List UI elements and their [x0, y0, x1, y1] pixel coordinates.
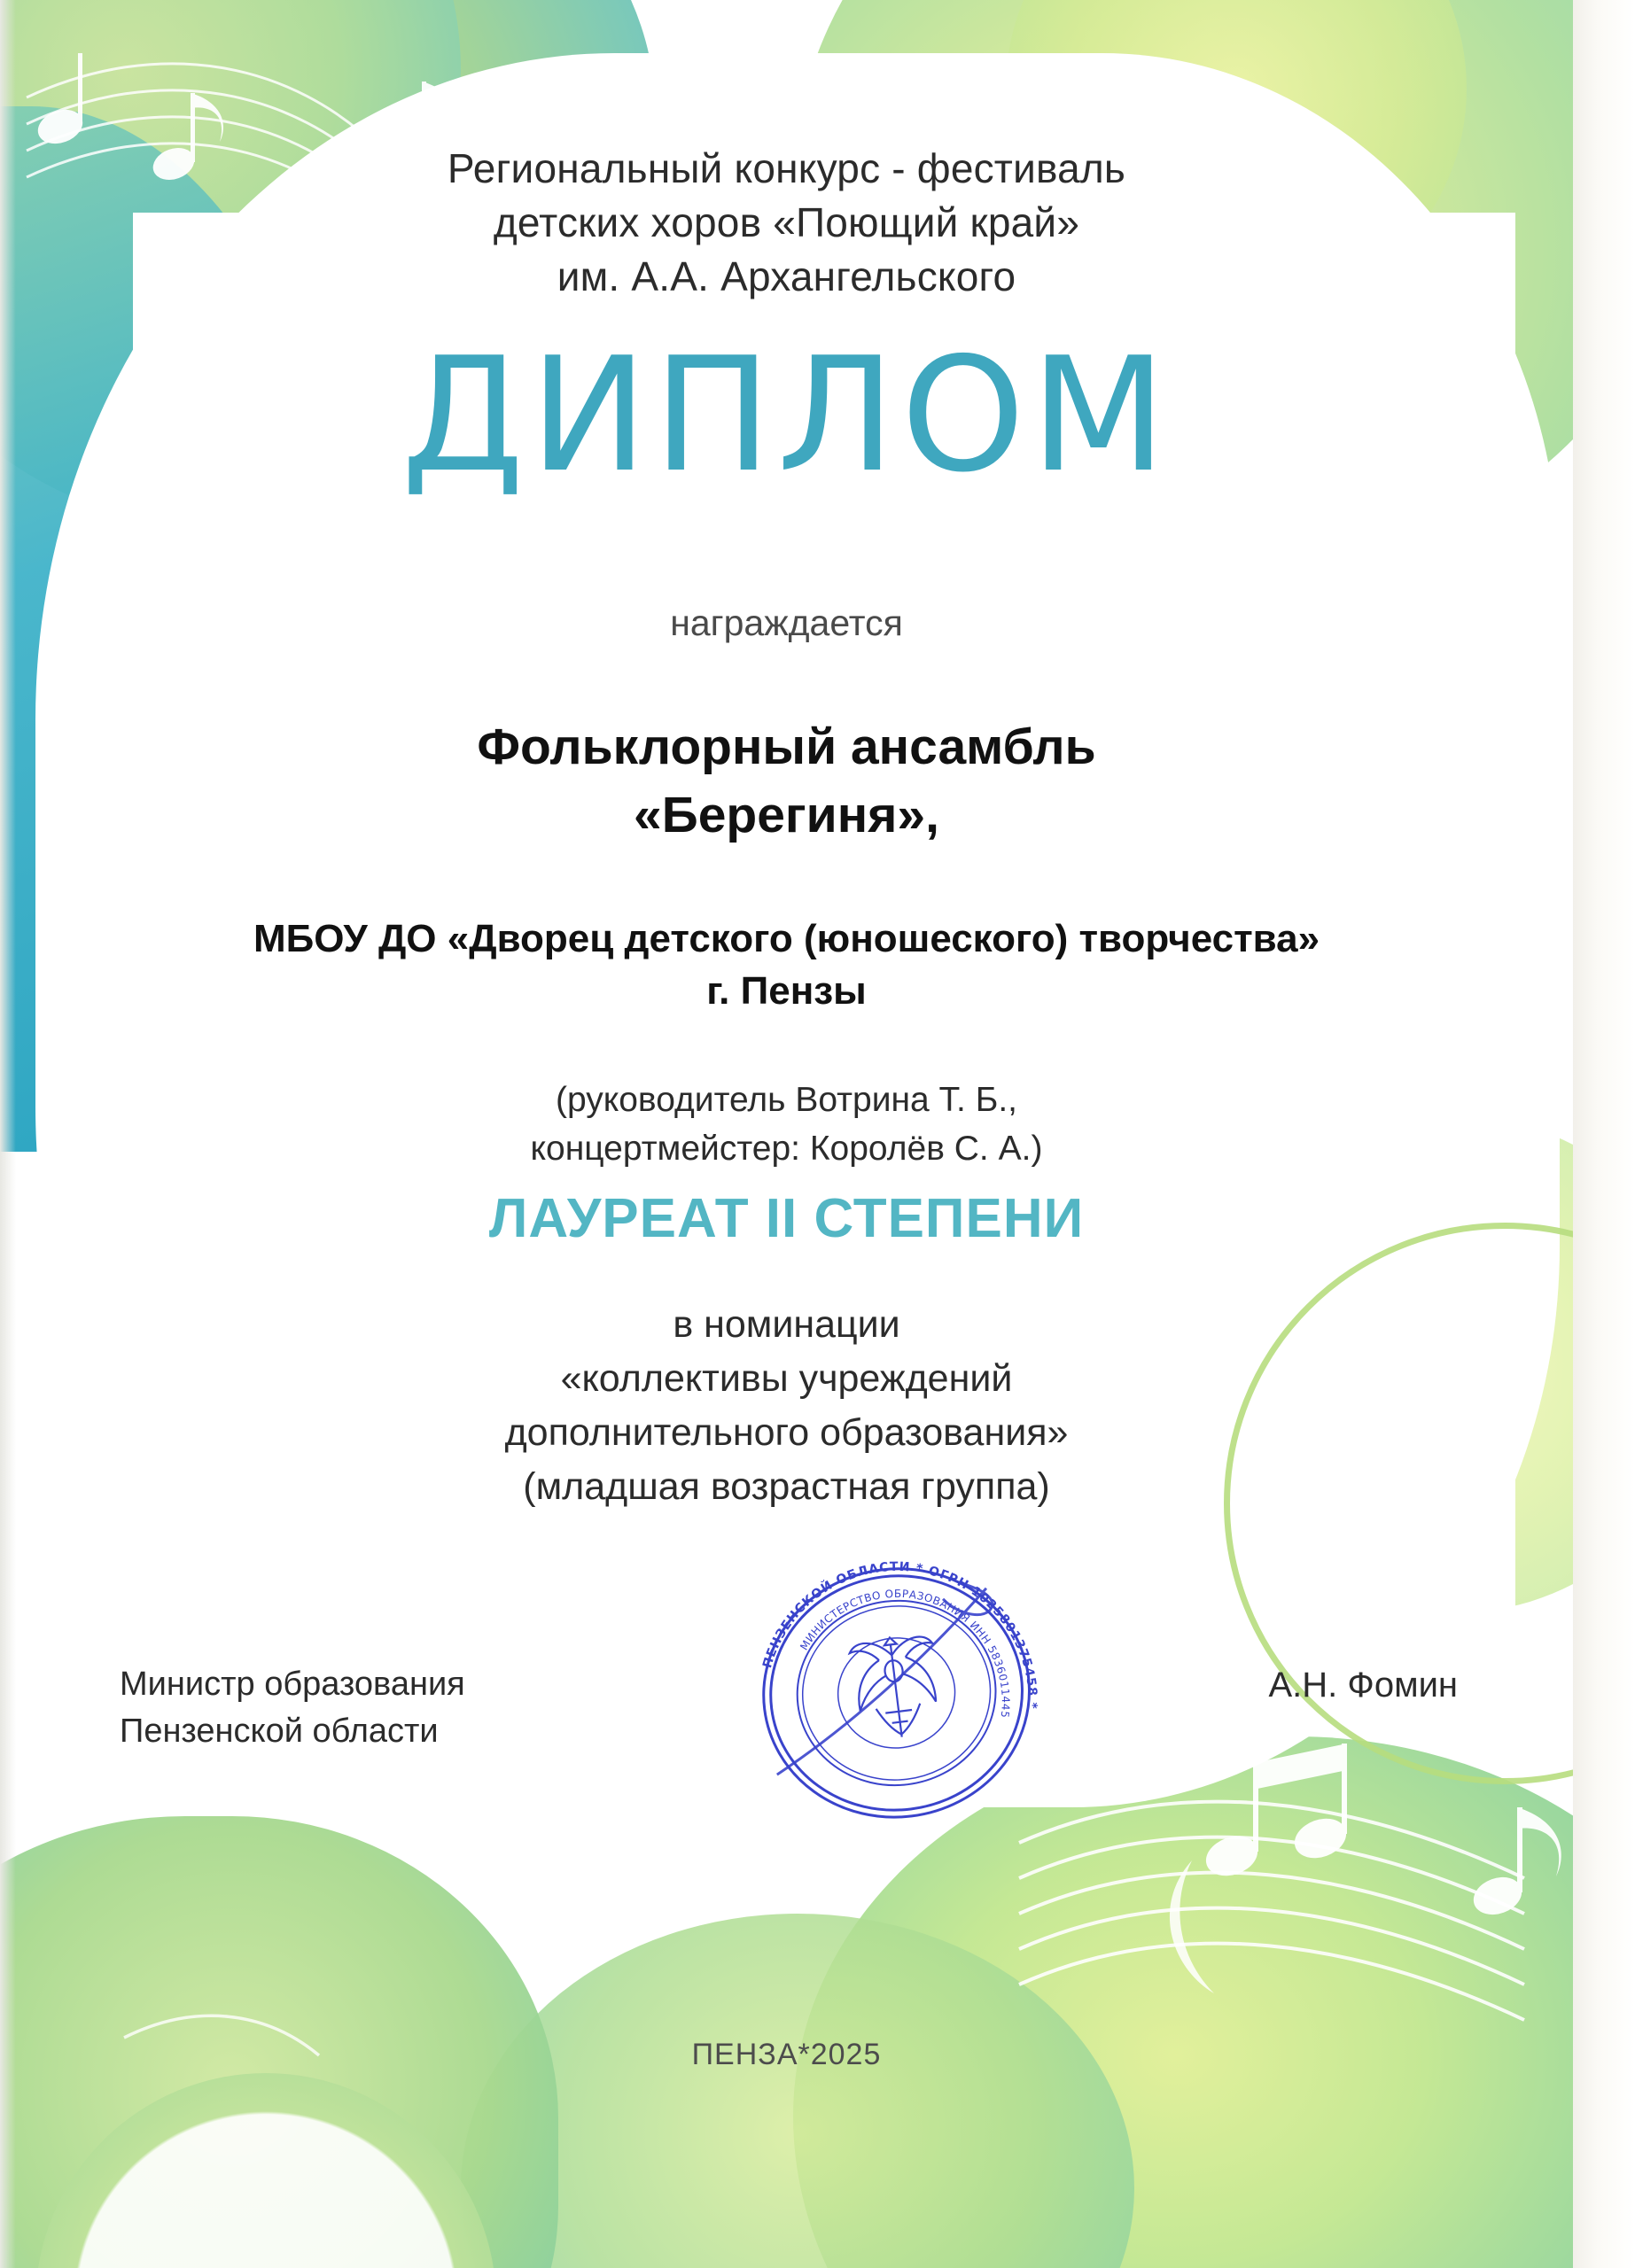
- nomination-line-1: в номинации: [673, 1303, 900, 1346]
- award-degree: ЛАУРЕАТ II СТЕПЕНИ: [488, 1188, 1085, 1249]
- recipient-line-2: «Берегиня»,: [634, 786, 939, 843]
- awarded-label: награждается: [670, 602, 903, 643]
- svg-text:МИНИСТЕРСТВО ОБРАЗОВАНИЯ ИНН 5: МИНИСТЕРСТВО ОБРАЗОВАНИЯ ИНН 5836011445: [798, 1587, 1012, 1720]
- document-title: ДИПЛОМ: [401, 323, 1172, 507]
- scan-left-edge: [0, 0, 16, 2268]
- signer-role-line-2: Пензенской области: [120, 1713, 439, 1751]
- leader-line-2: концертмейстер: Королёв С. А.): [530, 1129, 1043, 1168]
- header-line-3: им. А.А. Архангельского: [557, 253, 1016, 300]
- nomination-line-3: дополнительного образования»: [504, 1411, 1069, 1455]
- official-stamp: [715, 1519, 1078, 1859]
- signer-name: А.Н. Фомин: [1268, 1666, 1458, 1705]
- recipient-name: [0, 713, 1573, 850]
- nomination-line-2: «коллективы учреждений: [560, 1357, 1013, 1401]
- leader-line-1: (руководитель Вотрина Т. Б.,: [556, 1081, 1017, 1119]
- competition-header: [0, 142, 1573, 305]
- footer-place-year: ПЕНЗА*2025: [691, 2038, 882, 2071]
- organization-line-2: г. Пензы: [706, 969, 867, 1014]
- header-line-1: Региональный конкурс - фестиваль: [447, 145, 1126, 191]
- leaders-info: [0, 1076, 1573, 1173]
- organization-name: [0, 913, 1573, 1018]
- signer-role-line-1: Министр образования: [120, 1666, 465, 1703]
- recipient-line-1: Фольклорный ансамбль: [477, 718, 1096, 775]
- nomination-block: [0, 1298, 1573, 1514]
- svg-text:ПЕНЗЕНСКОЙ ОБЛАСТИ * ОГРН 1025: ПЕНЗЕНСКОЙ ОБЛАСТИ * ОГРН 1025801375458 *: [759, 1559, 1039, 1710]
- header-line-2: детских хоров «Поющий край»: [493, 199, 1080, 246]
- organization-line-1: МБОУ ДО «Дворец детского (юношеского) творчества»: [253, 917, 1320, 960]
- scan-right-edge: [1573, 0, 1635, 2268]
- signer-role: [120, 1661, 651, 1755]
- nomination-line-4: (младшая возрастная группа): [523, 1465, 1050, 1509]
